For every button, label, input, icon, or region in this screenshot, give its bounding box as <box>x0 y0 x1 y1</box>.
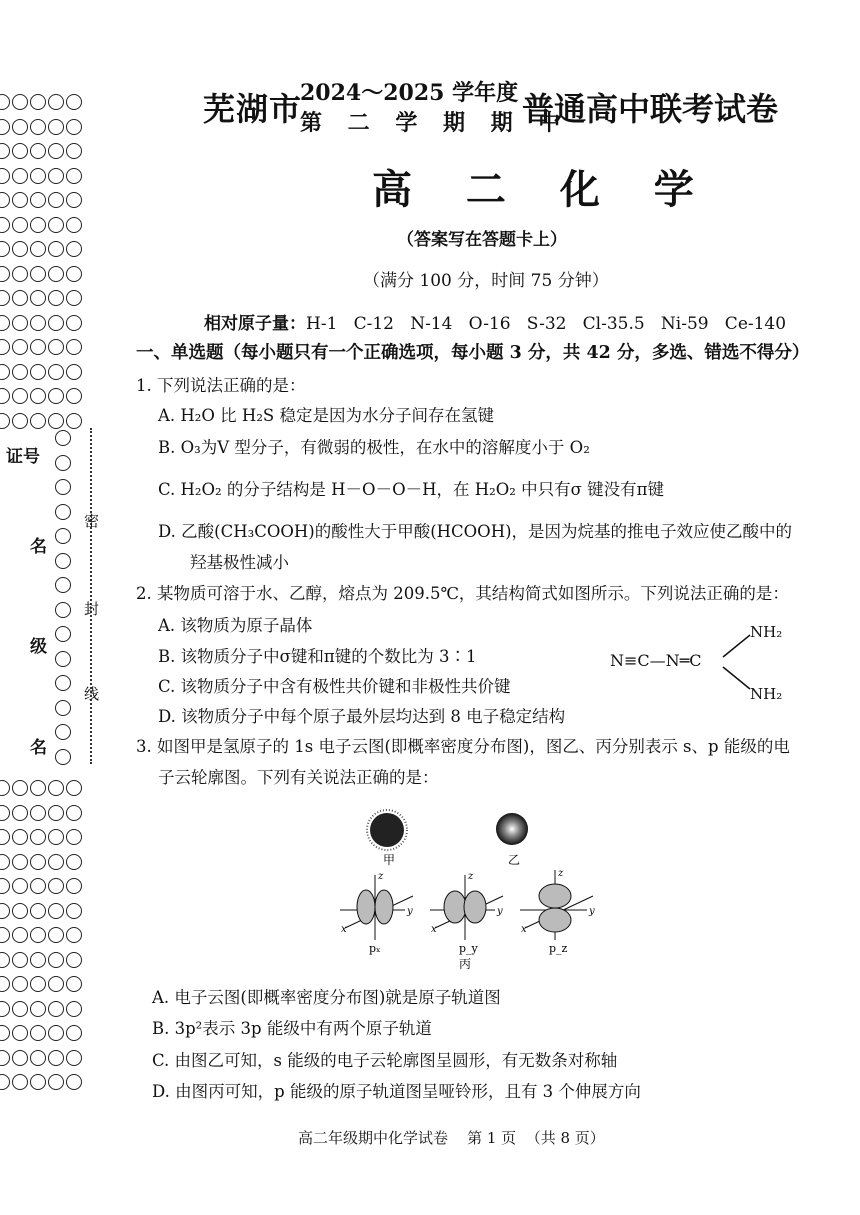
bubble-row <box>0 94 84 111</box>
bubble-circle <box>48 1025 64 1041</box>
bubble-circle <box>0 192 10 208</box>
bubble-circle <box>48 315 64 331</box>
q2-stem: 2. 某物质可溶于水、乙醇，熔点为 209.5℃，其结构简式如图所示。下列说法正确的是： <box>136 584 789 603</box>
bubble-circle <box>0 1025 10 1041</box>
bubble-circle <box>48 952 64 968</box>
bubble-circle <box>48 1050 64 1066</box>
bubble-circle <box>0 854 10 870</box>
bubble-circle <box>48 241 64 257</box>
seal-feng: 封 <box>84 600 100 618</box>
bubble-circle <box>48 976 64 992</box>
header-term: 第 二 学 期 期 中 <box>300 110 570 136</box>
seal-mi: 密 <box>84 512 100 530</box>
binding-circle <box>55 700 71 716</box>
bubble-circle <box>0 388 10 404</box>
bubble-circle <box>30 1050 46 1066</box>
s-orbital-yi <box>496 813 528 845</box>
bubble-circle <box>0 878 10 894</box>
electron-cloud-jia <box>367 810 407 850</box>
q1-option-d-line2: 羟基极性减小 <box>190 553 289 572</box>
bubble-circle <box>0 94 10 110</box>
q2-option-b: B. 该物质分子中σ键和π键的个数比为 3∶1 <box>158 647 477 666</box>
bubble-circle <box>66 854 82 870</box>
bubble-circle <box>0 339 10 355</box>
bubble-circle <box>30 119 46 135</box>
binding-circle <box>55 430 71 446</box>
bubble-circle <box>12 339 28 355</box>
school-label: 名 <box>30 738 47 758</box>
q1-option-a: A. H₂O 比 H₂S 稳定是因为水分子间存在氢键 <box>158 406 494 425</box>
bubble-circle <box>0 903 10 919</box>
q2-option-a: A. 该物质为原子晶体 <box>158 616 313 635</box>
header-year: 2024～2025 学年度 <box>300 80 519 106</box>
bubble-circle <box>0 364 10 380</box>
bubble-circle <box>30 364 46 380</box>
bubble-circle <box>12 315 28 331</box>
page-footer: 高二年级期中化学试卷 第 1 页 （共 8 页） <box>298 1129 605 1147</box>
bubble-row <box>0 952 84 969</box>
bubble-circle <box>66 927 82 943</box>
bubble-circle <box>66 1074 82 1090</box>
bubble-circle <box>66 266 82 282</box>
label-py: p_y <box>459 942 478 955</box>
score-time: （满分 100 分，时间 75 分钟） <box>363 271 609 291</box>
q3-option-d: D. 由图丙可知，p 能级的原子轨道图呈哑铃形，且有 3 个伸展方向 <box>152 1082 641 1101</box>
bubble-circle <box>66 976 82 992</box>
formula-chain: N≡C—N═C <box>610 651 702 670</box>
bubble-circle <box>30 217 46 233</box>
q3-option-b: B. 3p²表示 3p 能级中有两个原子轨道 <box>152 1019 432 1038</box>
bubble-circle <box>0 119 10 135</box>
bubble-row <box>0 217 84 234</box>
bubble-circle <box>0 1001 10 1017</box>
bubble-circle <box>30 805 46 821</box>
q1-stem: 1. 下列说法正确的是： <box>136 376 306 395</box>
binding-circle <box>55 553 71 569</box>
bubble-row <box>0 1050 84 1067</box>
bubble-circle <box>66 290 82 306</box>
bubble-circle <box>48 364 64 380</box>
bubble-row <box>0 119 84 136</box>
bubble-row <box>0 315 84 332</box>
bubble-row <box>0 1001 84 1018</box>
bubble-circle <box>0 976 10 992</box>
bubble-row <box>0 854 84 871</box>
bubble-circle <box>48 1074 64 1090</box>
bubble-circle <box>12 290 28 306</box>
bubble-circle <box>0 168 10 184</box>
bubble-circle <box>30 878 46 894</box>
bubble-circle <box>66 388 82 404</box>
subject-title: 高 二 化 学 <box>372 166 714 213</box>
bubble-circle <box>66 805 82 821</box>
bubble-circle <box>0 829 10 845</box>
bubble-circle <box>48 192 64 208</box>
bubble-row <box>0 192 84 209</box>
bubble-circle <box>30 1074 46 1090</box>
seal-xian: 线 <box>84 685 100 703</box>
bubble-circle <box>48 805 64 821</box>
bubble-circle <box>66 192 82 208</box>
formula-nh2-bottom: NH₂ <box>750 685 783 703</box>
bubble-circle <box>30 241 46 257</box>
bubble-circle <box>12 143 28 159</box>
formula-nh2-top: NH₂ <box>750 623 783 641</box>
seal-dotted-line <box>90 428 92 764</box>
bubble-circle <box>0 315 10 331</box>
bubble-circle <box>30 1025 46 1041</box>
answer-note: （答案写在答题卡上） <box>397 230 567 250</box>
bubble-circle <box>66 217 82 233</box>
bubble-circle <box>12 927 28 943</box>
pz-orbital <box>520 870 593 940</box>
bubble-circle <box>30 1001 46 1017</box>
bubble-circle <box>12 1050 28 1066</box>
bubble-circle <box>0 1050 10 1066</box>
bubble-circle <box>48 388 64 404</box>
bubble-circle <box>12 952 28 968</box>
label-bing: 丙 <box>459 957 472 971</box>
bubble-circle <box>12 1001 28 1017</box>
bubble-circle <box>30 388 46 404</box>
bubble-circle <box>48 927 64 943</box>
bubble-circle <box>48 266 64 282</box>
bubble-circle <box>30 315 46 331</box>
bubble-row <box>0 1074 84 1091</box>
bubble-circle <box>48 119 64 135</box>
label-pz: p_z <box>549 942 568 955</box>
orbital-figure <box>335 800 605 975</box>
binding-circles <box>55 430 75 770</box>
q2-option-c: C. 该物质分子中含有极性共价键和非极性共价键 <box>158 677 511 696</box>
bubble-circle <box>0 143 10 159</box>
bubble-row <box>0 413 84 430</box>
bubble-circle <box>30 94 46 110</box>
binding-circle <box>55 749 71 765</box>
bubble-row <box>0 143 84 160</box>
bubble-circle <box>48 1001 64 1017</box>
bubble-circle <box>0 780 10 796</box>
bubble-circle <box>66 315 82 331</box>
bubble-circle <box>66 413 82 429</box>
name-label: 名 <box>30 537 47 557</box>
header-city: 芜湖市 <box>203 90 303 128</box>
bubble-circle <box>12 119 28 135</box>
orbital-figure-svg <box>335 800 605 975</box>
bubble-circle <box>48 339 64 355</box>
bubble-circle <box>30 829 46 845</box>
bubble-circle <box>66 119 82 135</box>
bond-up <box>723 635 750 657</box>
bubble-circle <box>30 976 46 992</box>
bubble-circle <box>30 927 46 943</box>
bubble-circle <box>66 952 82 968</box>
binding-circle <box>55 602 71 618</box>
bubble-row <box>0 168 84 185</box>
bubble-circle <box>30 903 46 919</box>
bubble-row <box>0 878 84 895</box>
axis-y-1: y <box>407 906 413 917</box>
axis-x-1: x <box>341 924 347 935</box>
axis-z-2: z <box>468 871 474 882</box>
q3-option-c: C. 由图乙可知，s 能级的电子云轮廓图呈圆形，有无数条对称轴 <box>152 1051 618 1070</box>
q2-option-d: D. 该物质分子中每个原子最外层均达到 8 电子稳定结构 <box>158 707 566 726</box>
bubble-circle <box>12 192 28 208</box>
binding-circle <box>55 675 71 691</box>
bubble-circle <box>12 168 28 184</box>
bubble-circle <box>0 241 10 257</box>
bubble-row <box>0 780 84 797</box>
bubble-circle <box>12 217 28 233</box>
bubble-circle <box>12 829 28 845</box>
bubble-circle <box>0 413 10 429</box>
axis-x-3: x <box>521 924 527 935</box>
bubble-circle <box>30 192 46 208</box>
bubble-row <box>0 339 84 356</box>
bubble-circle <box>12 388 28 404</box>
bubble-circle <box>30 339 46 355</box>
q1-option-c: C. H₂O₂ 的分子结构是 H－O－O－H，在 H₂O₂ 中只有σ 键没有π键 <box>158 480 664 499</box>
bubble-circle <box>48 168 64 184</box>
bubble-circle <box>48 217 64 233</box>
bubble-circle <box>30 854 46 870</box>
bubble-row <box>0 927 84 944</box>
q1-option-b: B. O₃为V 型分子，有微弱的极性，在水中的溶解度小于 O₂ <box>158 438 590 457</box>
bubble-circle <box>12 1025 28 1041</box>
bubble-circle <box>30 143 46 159</box>
bubble-row <box>0 1025 84 1042</box>
bubble-circle <box>48 854 64 870</box>
label-px: pₓ <box>369 942 381 955</box>
bubble-circle <box>12 854 28 870</box>
structural-formula <box>610 615 800 710</box>
bubble-circle <box>66 1050 82 1066</box>
section-heading: 一、单选题（每小题只有一个正确选项，每小题 3 分，共 42 分，多选、错选不得分） <box>136 343 810 363</box>
bubble-circle <box>66 1025 82 1041</box>
q1-option-d-line1: D. 乙酸(CH₃COOH)的酸性大于甲酸(HCOOH)，是因为烷基的推电子效应使乙酸中的 <box>158 522 793 541</box>
bubble-row <box>0 241 84 258</box>
bubble-circle <box>12 241 28 257</box>
q3-stem-line2: 子云轮廓图。下列有关说法正确的是： <box>158 768 439 787</box>
bubble-circle <box>12 780 28 796</box>
bubble-circle <box>66 241 82 257</box>
bubble-row <box>0 903 84 920</box>
bubble-row <box>0 364 84 381</box>
header-exam-title: 普通高中联考试卷 <box>522 90 779 128</box>
bubble-circle <box>12 903 28 919</box>
q3-option-a: A. 电子云图(即概率密度分布图)就是原子轨道图 <box>152 988 501 1007</box>
bubble-circle <box>66 878 82 894</box>
bubble-row <box>0 805 84 822</box>
label-yi: 乙 <box>508 853 521 867</box>
bubble-circle <box>0 217 10 233</box>
bubble-circle <box>12 94 28 110</box>
bubble-circle <box>12 976 28 992</box>
bubble-circle <box>12 413 28 429</box>
bubble-circle <box>12 805 28 821</box>
bubble-circle <box>0 805 10 821</box>
bubble-circle <box>48 413 64 429</box>
bubble-circle <box>66 364 82 380</box>
bubble-circle <box>48 143 64 159</box>
atomic-masses <box>204 309 786 334</box>
axis-x-2: x <box>431 924 437 935</box>
bubble-circle <box>30 266 46 282</box>
bubble-circle <box>48 780 64 796</box>
bubble-circle <box>48 290 64 306</box>
bubble-circle <box>30 290 46 306</box>
bubble-circle <box>48 94 64 110</box>
bubble-circle <box>30 952 46 968</box>
bubble-circle <box>66 168 82 184</box>
bubble-row <box>0 829 84 846</box>
binding-circle <box>55 724 71 740</box>
binding-circle <box>55 479 71 495</box>
bubble-circle <box>66 1001 82 1017</box>
id-number-label: 证号 <box>6 447 40 467</box>
binding-circle <box>55 626 71 642</box>
axis-z-1: z <box>378 871 384 882</box>
py-orbital <box>430 875 503 940</box>
bubble-circle <box>30 168 46 184</box>
px-orbital <box>340 875 413 940</box>
bubble-circle <box>0 1074 10 1090</box>
bubble-circle <box>66 903 82 919</box>
bubble-circle <box>12 878 28 894</box>
bubble-circle <box>12 266 28 282</box>
axis-z-3: z <box>558 868 564 879</box>
bubble-circle <box>66 780 82 796</box>
answer-bubbles-top <box>0 94 100 424</box>
label-jia: 甲 <box>383 853 396 867</box>
bubble-circle <box>12 364 28 380</box>
bubble-circle <box>66 94 82 110</box>
bubble-circle <box>48 829 64 845</box>
bubble-circle <box>30 780 46 796</box>
bubble-circle <box>48 878 64 894</box>
bubble-circle <box>66 143 82 159</box>
bubble-row <box>0 266 84 283</box>
bubble-circle <box>0 266 10 282</box>
binding-circle <box>55 528 71 544</box>
class-label: 级 <box>30 637 47 657</box>
bubble-circle <box>66 829 82 845</box>
bubble-row <box>0 976 84 993</box>
bubble-circle <box>48 903 64 919</box>
bubble-circle <box>0 290 10 306</box>
answer-bubbles-bottom <box>0 780 100 1100</box>
bubble-circle <box>30 413 46 429</box>
bubble-row <box>0 388 84 405</box>
atoms-values: H-1 C-12 N-14 O-16 S-32 Cl-35.5 Ni-59 Ce-140 <box>306 314 787 334</box>
axis-y-3: y <box>589 906 595 917</box>
axis-y-2: y <box>497 906 503 917</box>
bubble-circle <box>0 927 10 943</box>
bubble-circle <box>66 339 82 355</box>
q3-stem-line1: 3. 如图甲是氢原子的 1s 电子云图(即概率密度分布图)，图乙、丙分别表示 s、p 能级的电 <box>136 737 790 756</box>
bubble-circle <box>0 952 10 968</box>
bubble-circle <box>12 1074 28 1090</box>
binding-circle <box>55 577 71 593</box>
bond-down <box>723 667 750 689</box>
binding-circle <box>55 455 71 471</box>
bubble-row <box>0 290 84 307</box>
binding-circle <box>55 651 71 667</box>
binding-circle <box>55 504 71 520</box>
atoms-label: 相对原子量： <box>204 314 306 334</box>
